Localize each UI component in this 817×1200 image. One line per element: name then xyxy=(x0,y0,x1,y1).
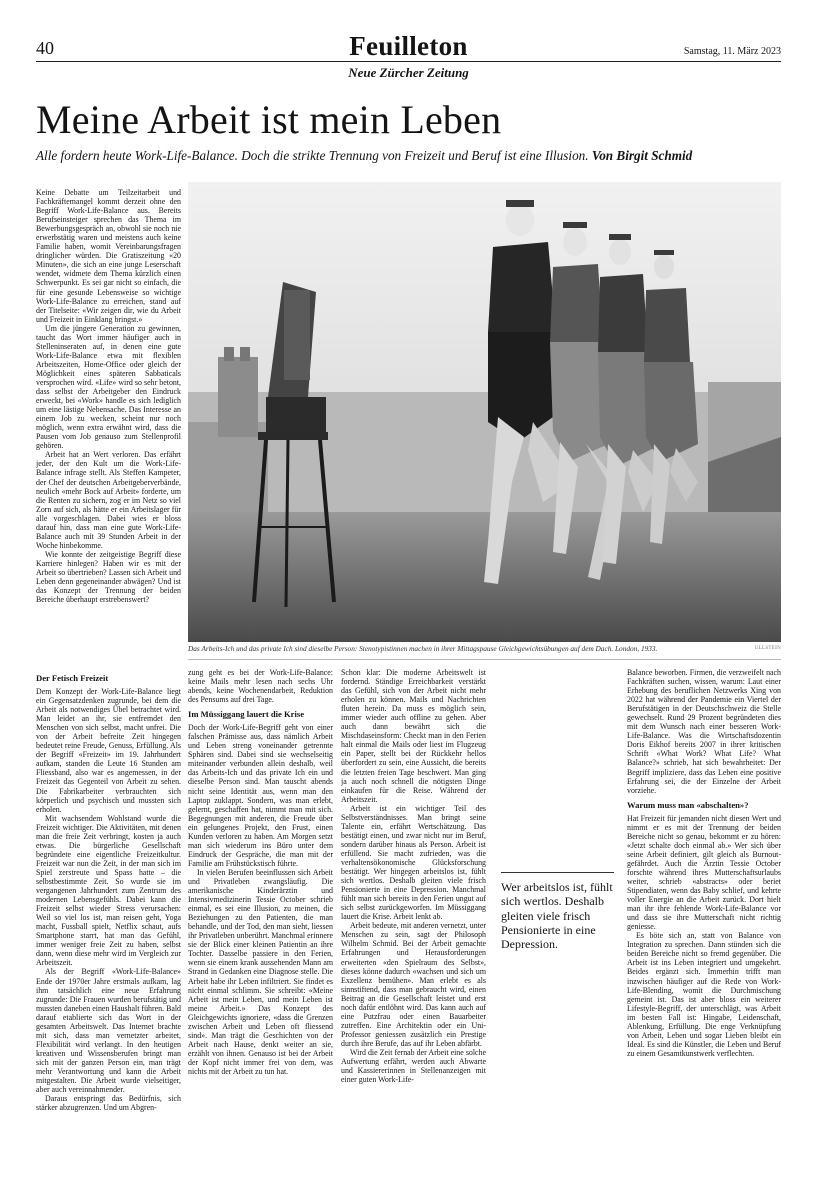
paragraph: Hat Freizeit für jemanden nicht diesen Wert und nimmt er es mit der Trennung der beiden Bereiche nicht so genau, bekommt er zu hören: «Jetzt schalte doch einmal ab.» Wer sich über seine Arbeit definiert, gilt gleich als Burnout-gefährdet. Auch die Ärztin Tessie October forschte während ihres Mutterschaftsurlaubs weiter, schrieb «abstracts» oder beriet Stipendiaten, wenn das Baby schlief, und kehrte voller Energie an die Arbeit zurück. Dort hielt man ihr ihre fehlende Work-Life-Balance vor und dass sie ihre Mutterschaft nicht richtig geniesse. xyxy=(627,813,781,932)
caption-rule xyxy=(188,659,781,660)
newspaper-logo: Neue Zürcher Zeitung xyxy=(348,65,469,80)
page-number: 40 xyxy=(36,38,54,58)
paragraph: Wie konnte der zeitgeistige Begriff diese Karriere hinlegen? Haben wir es mit der Arbeit so übertrieben? Lassen sich Arbeit und Leben denn gegeneinander abwägen? Und ist das Konzept der Trennung der beiden Bereiche überhaupt erstrebenswert? xyxy=(36,549,181,605)
photo-credit: ULLSTEIN xyxy=(754,646,781,651)
subheading: Der Fetisch Freizeit xyxy=(36,673,109,683)
paragraph: Arbeit bedeute, mit anderen vernetzt, unter Menschen zu sein, sagt der Philosoph Wilhelm Schmid. Bei der Arbeit gemachte Erfahrungen und Herausforderungen erweiterten «den Spielraum des Selbst», dieses könne dadurch «wachsen und sich um Exzellenz bemühen». Man erlebt es als sinnstiftend, dass man gebraucht wird, einen Beitrag an die Gesellschaft leistet und erst noch dafür entlöhnt wird. Das kann auch auf eine Putzfrau oder einen Bauarbeiter zutreffen. Eine Architektin oder ein Uni-Professor geniessen zusätzlich ein Prestige durch ihre Berufe, das auf ihr Leben abfärbt. xyxy=(341,921,486,1048)
paragraph: Arbeit hat an Wert verloren. Das erfährt jeder, der den Kult um die Work-Life-Balance infrage stellt. Als Steffen Kampeter, der Chef der deutschen Arbeitgeberverbände, neulich «mehr Bock auf Arbeit» forderte, um die Renten zu sichern, zog er im Netz so viel Zorn auf sich, als hätte er ein Arbeitslager für alle vorgeschlagen. Dabei wies er bloss darauf hin, dass man eine gute Work-Life-Balance auch mit 39 Stunden Arbeit in der Woche hinbekomme. xyxy=(36,450,181,550)
paragraph: Wird die Zeit fernab der Arbeit eine solche Aufwertung erfährt, werden auch Abwarte und Kassiererinnen in Stellenanzeigen mit einer guten Work-Life- xyxy=(341,1047,486,1085)
paragraph: In vielen Berufen beeinflussen sich Arbeit und Privatleben zwangsläufig. Die amerikanische Kinderärztin und Intensivmedizinerin Tessie October schrieb einmal, es sei eine Illusion, zu meinen, die Beziehungen zu den Patienten, die man behandle, und der Tod, den man sieht, liessen ihr Privatleben unberührt. Manchmal erinnere sie der Blick einer kleinen Patientin an ihre Tochter. Dasselbe passiere in den Ferien, wenn sie einem krank aussehenden Mann am Strand in Gedanken eine Diagnose stelle. Die Arbeit habe ihr Leben infiltriert. Sie findet es nicht einmal schlimm. Sie schreibt: «Meine Arbeit ist mein Leben, und mein Leben ist meine Arbeit.» Das Konzept des Gleichgewichts ignoriere, «dass die Grenzen zwischen Arbeit und Leben oft fliessend sind». Man trägt die Geschichten von der Arbeit nach Hause, denkt weiter an sie, erzählt von ihnen. Genauso ist bei der Arbeit der Kopf nicht immer frei von dem, was nichts mit der Arbeit zu tun hat. xyxy=(188,867,333,1076)
text-column-1-top xyxy=(36,188,181,660)
subheading: Im Müssiggang lauert die Krise xyxy=(188,709,305,720)
text-column-4 xyxy=(627,668,781,1180)
paragraph: Daraus entspringt das Bedürfnis, sich stärker abzugrenzen. Und um Abgren- xyxy=(36,1094,181,1113)
photo-illustration xyxy=(188,182,781,642)
article-lead xyxy=(36,148,796,164)
paragraph: Doch der Work-Life-Begriff geht von einer falschen Prämisse aus, dass nämlich Arbeit und Leben streng voneinander getrennte Sphären sind. Dabei sind sie wechselseitig miteinander verbunden allein deshalb, weil das Arbeits-Ich und das private Ich ein und dieselbe Person sind. Man tauscht abends nicht seine Identität aus, wenn man den Laptop zuklappt. Sondern, was man erlebt, gelernt, geschaffen hat, nimmt man mit sich. Begegnungen mit anderen, die Freude über ein gelungenes Projekt, den Frust, einen Kunden verloren zu haben. Am Morgen setzt man sich wiederum ins Büro unter dem Eindruck der Gespräche, die man mit der Familie am Frühstückstisch führte. xyxy=(188,723,333,868)
byline: Von Birgit Schmid xyxy=(591,148,693,163)
pull-quote: Wer arbeitslos ist, fühlt sich wertlos. Deshalb gleiten viele frisch Pensionierte in eine Depression. xyxy=(501,880,613,952)
section-title: Feuilleton xyxy=(349,31,468,61)
issue-date: Samstag, 11. März 2023 xyxy=(683,46,781,57)
text-column-2 xyxy=(188,668,333,1180)
paragraph: Es böte sich an, statt von Balance von Integration zu sprechen. Dann stünden sich die beiden Bereiche nicht so fremd gegenüber. Die Arbeit ist ins Leben integriert und umgekehrt. Beides ergänzt sich. Immerhin trifft man inzwischen häufiger auf die Rede von Work-Life-Blending, womit die Durchmischung gemeint ist. Das ist aber bloss ein weiterer Lifestyle-Begriff, der unterschlägt, was Arbeit im besten Fall ist: Hingabe, Leidenschaft, Ablenkung, Erfüllung. Die enge Verknüpfung von Arbeit, Leben und sogar Lieben bleibt ein Ideal. Es sind die Künstler, die Leben und Beruf zu einem Gesamtkunstwerk verflechten. xyxy=(627,931,781,1058)
pull-quote-rule xyxy=(501,872,614,873)
subheading: Warum muss man «abschalten»? xyxy=(627,799,749,810)
paragraph: Balance beworben. Firmen, die verzweifelt nach Fachkräften suchen, wissen, warum: Laut einer Erhebung des beruflichen Netzwerks Xing von 2022 hat während der Pandemie ein Viertel der Berufstätigen in der Deutschschweiz die Stelle gewechselt. Rund 29 Prozent begründeten dies mit dem Wunsch nach einer besseren Work-Life-Balance. Was die Wirtschaftsdozentin Doris Eikhof bereits 2007 in ihrer kritischen Schrift «What Work? What Life? What Balance?» schrieb, hat sich bewahrheitet: Der Begriff impliziere, dass das Leben eine positive Erfahrung sei, die der Einzelne der Arbeit vorziehe. xyxy=(627,668,781,795)
paragraph: Um die jüngere Generation zu gewinnen, taucht das Wort immer häufiger auch in Stelleninseraten auf, in denen eine gute Work-Life-Balance etwa mit flexiblen Arbeitszeiten, Home-Office oder gleich der Möglichkeit eines späteren Sabbaticals versprochen wird. «Life» wird so sehr betont, dass selbst der Arbeitgeber den Eindruck erweckt, bei «Work» handle es sich lediglich um eine lästige Nebensache. Das Interesse an einem Job zu wecken, scheint nur noch möglich, wenn extra erwähnt wird, dass die Pausen vom Job genauso zum Stellenprofil gehören. xyxy=(36,323,181,451)
paragraph: Als der Begriff «Work-Life-Balance» Ende der 1970er Jahre erstmals aufkam, lag ihm tatsächlich eine neue Erfahrung zugrunde: Die Frauen wurden berufstätig und mussten daneben einen Haushalt führen. Bald darauf etablierte sich das Wort in der gesamten Arbeitswelt. Das Internet brachte mit sich, dass man vernetzter arbeitet, Flexibilität wird verlangt. In den heutigen kreativen und Wissensberufen bringt man sich mit der ganzen Person ein, man trägt mehr Verantwortung und kann die Arbeit mitgestalten. Die Arbeit wurde vielseitiger, aber auch vereinnahmender. xyxy=(36,967,181,1095)
header-rule xyxy=(36,61,781,62)
paragraph: Arbeit ist ein wichtiger Teil des Selbstverständnisses. Man bringt seine Talente ein, erfährt Wertschätzung. Das bestätigt einen, und zwar nicht nur im Beruf, sondern darüber hinaus als Person. Arbeit ist erfüllend. Sie macht zufrieden, was die verhaltensökonomische Glücksforschung bestätigt. Wer hingegen arbeitslos ist, fühlt sich wertlos. Deshalb gleiten viele frisch Pensionierte in eine Depression. Manchmal fühlt man sich bereits in den Ferien ungut auf sich selbst zurückgeworfen. Im Müssiggang lauert die Krise. Arbeit lenkt ab. xyxy=(341,803,486,922)
paragraph: zung geht es bei der Work-Life-Balance: keine Mails mehr lesen nach sechs Uhr abends, keine Wochenendarbeit, Reduktion des Pensums auf drei Tage. xyxy=(188,668,333,705)
article-photo xyxy=(188,182,781,642)
paragraph: Dem Konzept der Work-Life-Balance liegt ein Gegensatzdenken zugrunde, bei dem die Arbeit als notwendiges Übel betrachtet wird. Man leidet an ihr, sie entfremdet den Menschen von sich selbst, macht unfrei. Die von der Arbeit befreite Zeit hingegen bedeutet reine Freude, Genuss, Erfüllung. Als der Begriff «Freizeit» im 19. Jahrhundert aufkam, standen die Leute 16 Stunden am Fliessband, also war es angemessen, in der Freizeit das Gegenteil von Arbeit zu sehen. Die Fabrikarbeiter verbrauchten sich körperlich und psychisch und mussten sich erholen. xyxy=(36,687,181,814)
text-column-1 xyxy=(36,668,181,1180)
article-headline: Meine Arbeit ist mein Leben xyxy=(36,97,502,142)
photo-caption: Das Arbeits-Ich und das private Ich sind dieselbe Person: Stenotypistinnen machen in ihrer Mittagspause Gleichgewichtsübungen auf dem Dach. London, 1933. xyxy=(188,644,658,653)
paragraph: Schon klar: Die moderne Arbeitswelt ist fordernd. Ständige Erreichbarkeit verstärkt das Gefühl, sich von der Arbeit nicht mehr erholen zu können. Mails und Nachrichten fluten herein. Da muss es möglich sein, immer wieder auch offline zu gehen. Aber auch dann bewährt sich die Mischdaseinsform: Checkt man in den Ferien halt einmal die Mails oder liest im Flugzeug ein Paper, stellt bei der Rückkehr hellos überfordert zu sein, eine Aussicht, die bereits die letzten freien Tage beschwert. Man ging ja auch noch schnell die nötigsten Dinge einkaufen für die Reise. Während der Arbeitszeit. xyxy=(341,668,486,804)
paragraph: Keine Debatte um Teilzeitarbeit und Fachkräftemangel kommt derzeit ohne den Begriff Work-Life-Balance aus. Bereits Berufseinsteiger sprechen das Thema im Bewerbungsgespräch an, obwohl sie noch nie erwerbstätig waren und meistens auch keine Familie haben, womit Vereinbarungsfragen dringlicher würden. Die Gratiszeitung «20 Minuten», die sich an eine junge Leserschaft wendet, widmete dem Thema kürzlich einen Schwerpunkt. Es sei gar nicht so einfach, die für eine gesunde Lebensweise so wichtige Work-Life-Balance zu erreichen, stand auf der Titelseite: «Wir zeigen dir, wie du Arbeit und Freizeit in Einklang bringst.» xyxy=(36,188,181,324)
paragraph: Mit wachsendem Wohlstand wurde die Freizeit wichtiger. Die Aktivitäten, mit denen man die freie Zeit verbringt, kosten ja auch etwas. Die bürgerliche Gesellschaft begründete eine eigentliche Freizeitkultur. Freizeit war nun die Zeit, in der man sich im Spiel zerstreute und Spass hatte – die selbstbestimmte Zeit. So wurde sie im vergangenen Jahrhundert zum Zentrum des modernen Lebensgefühls. Dabei kann die Freizeit selbst wieder Stress verursachen: Weil so viel los ist, man reisen geht, Yoga macht, Fussball spielt, Netflix schaut, aufs Smartphone starrt, hat man das Gefühl, immer weniger freie Zeit zu haben, selbst dann, wenn diese mehr wird im Vergleich zur Arbeitszeit. xyxy=(36,813,181,968)
text-column-3 xyxy=(341,668,486,1180)
lead-text: Alle fordern heute Work-Life-Balance. Doch die strikte Trennung von Freizeit und Beruf ist eine Illusion. xyxy=(36,148,589,163)
